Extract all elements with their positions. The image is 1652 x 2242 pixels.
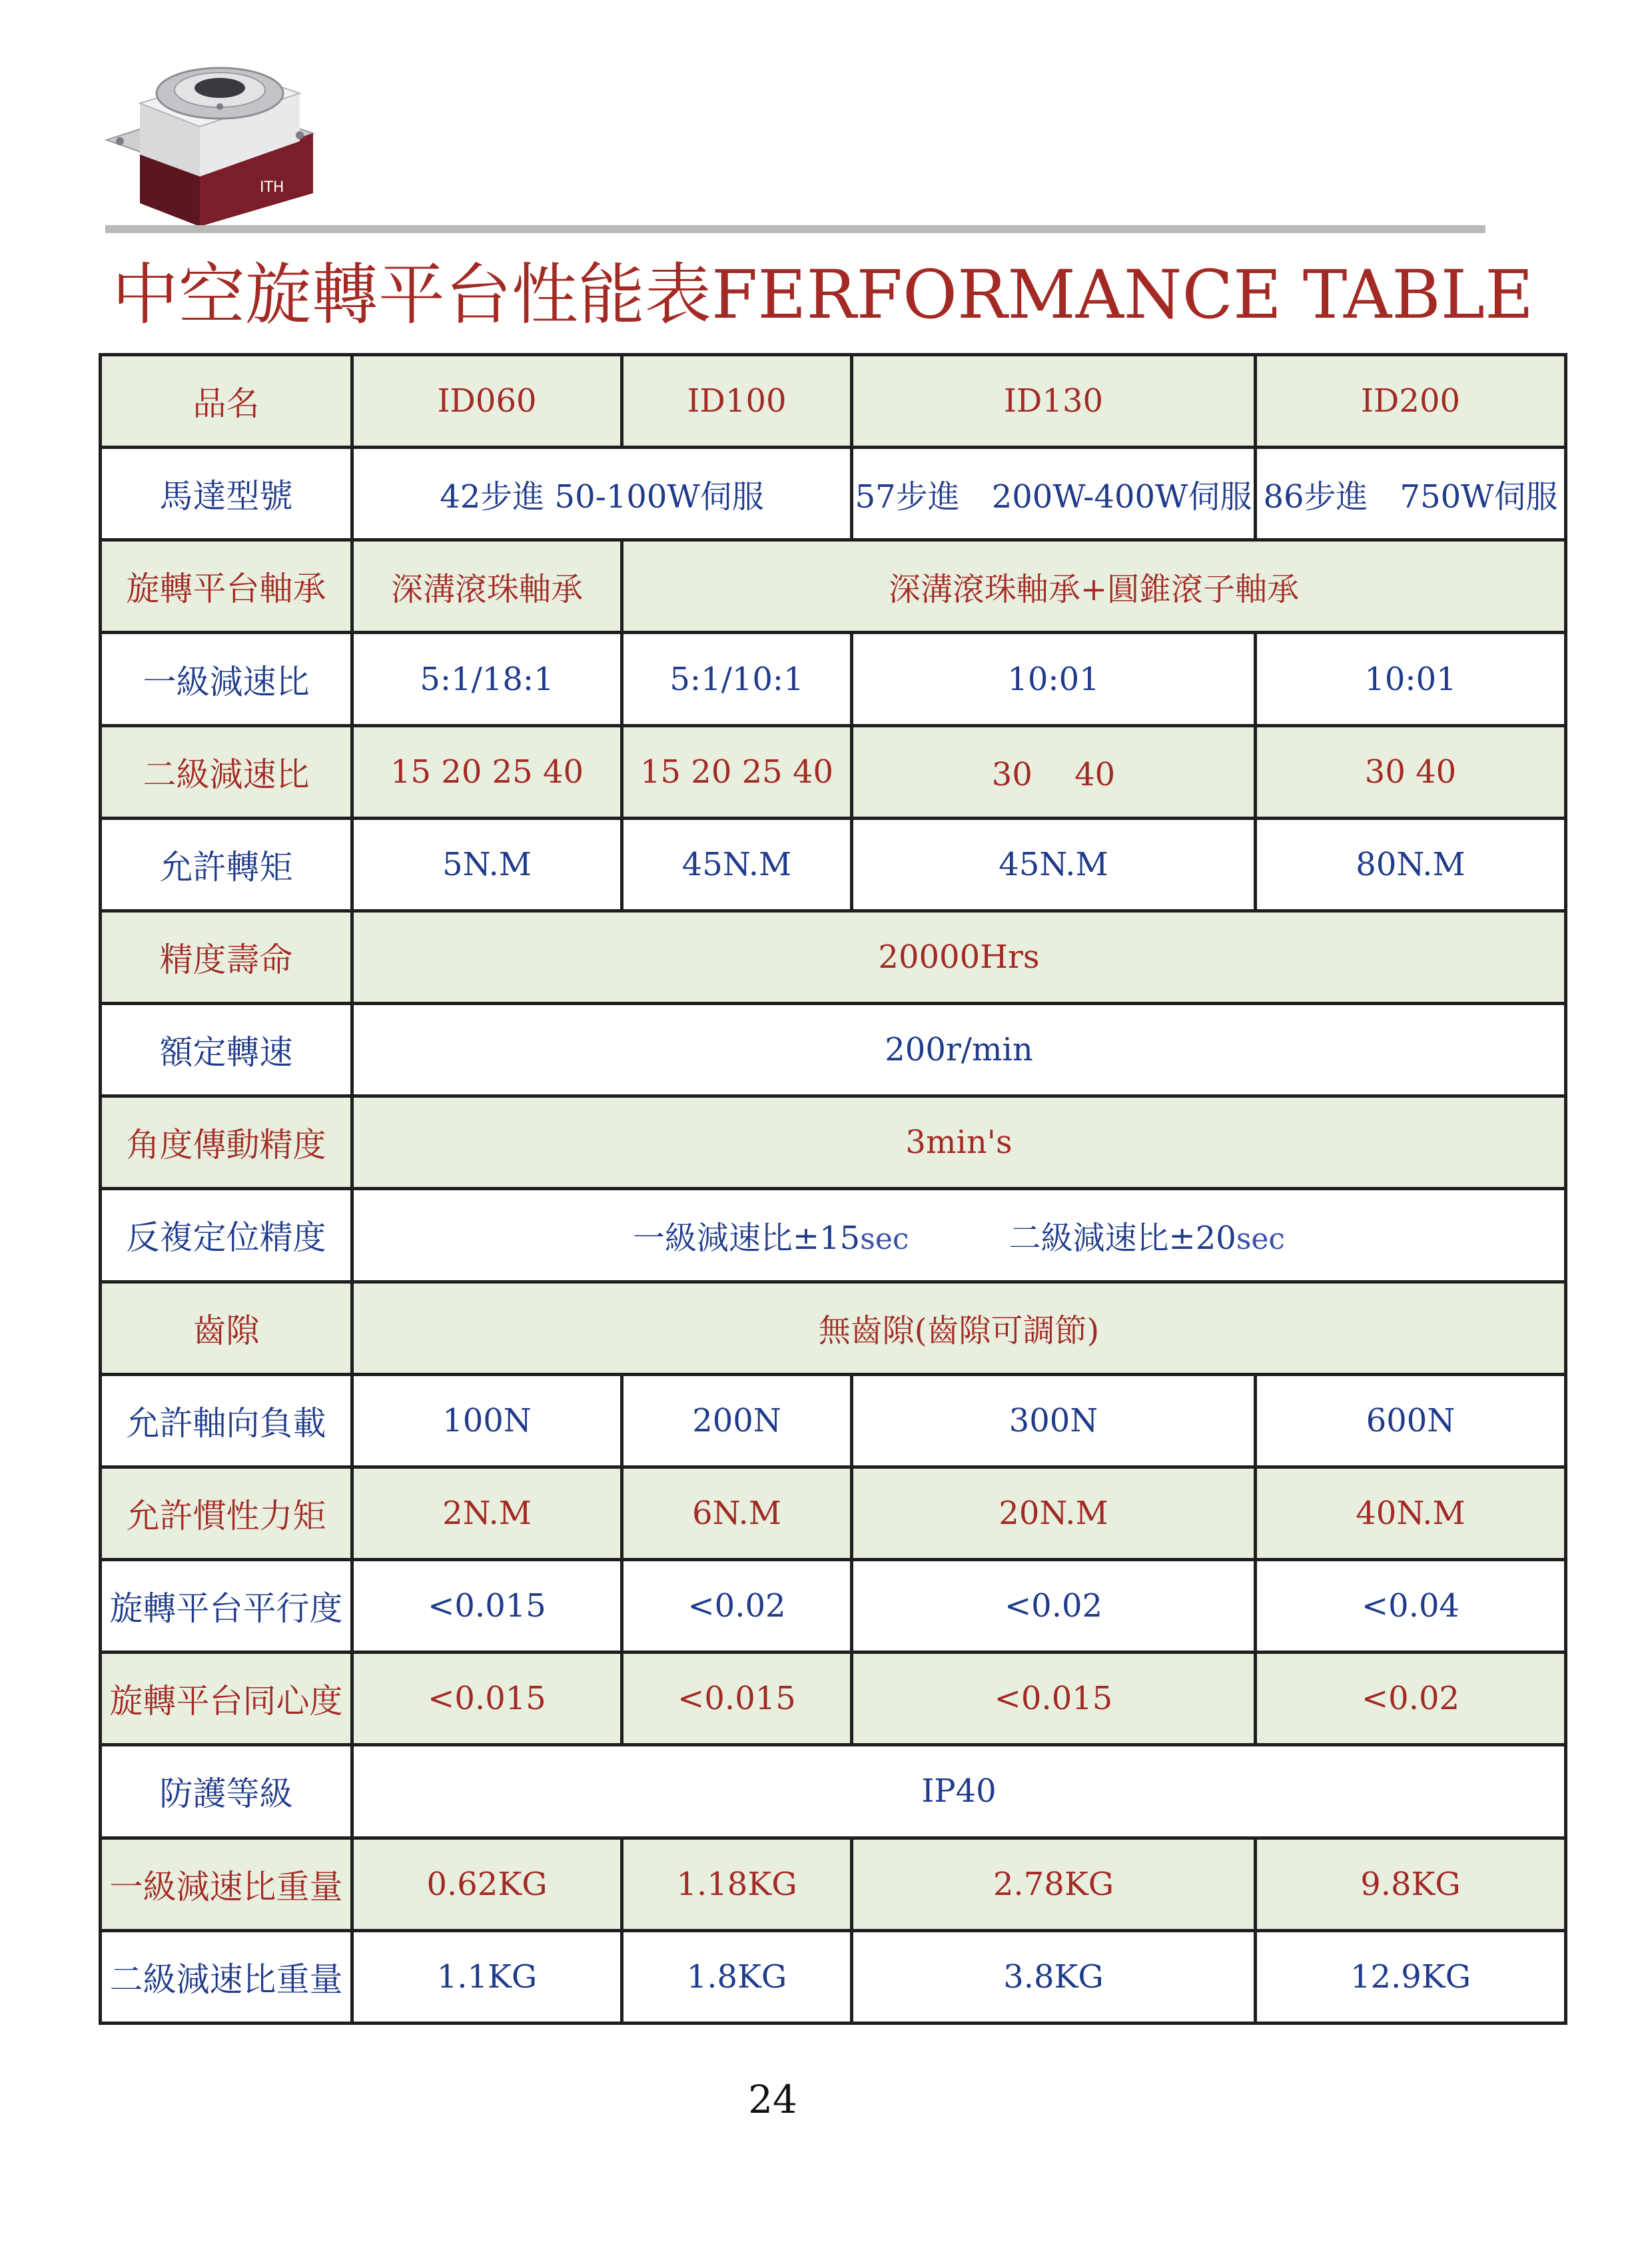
table-row [101, 1560, 1566, 1653]
table-cell: 100N [352, 1374, 622, 1467]
model-id200: ID200 [1256, 355, 1566, 448]
table-cell: 57步進 200W-400W伺服 [852, 448, 1256, 540]
table-cell: 5:1/10:1 [622, 633, 852, 725]
table-row [101, 1653, 1566, 1745]
table-row [101, 355, 1566, 448]
table-row [101, 1004, 1566, 1096]
table-cell: <0.02 [622, 1560, 852, 1653]
table-cell: 5:1/18:1 [352, 633, 622, 725]
table-row [101, 1467, 1566, 1559]
table-cell: 0.62KG [352, 1838, 622, 1930]
table-cell: 45N.M [622, 818, 852, 911]
table-cell: <0.04 [1256, 1560, 1566, 1653]
table-row [101, 1374, 1566, 1467]
table-cell: 600N [1256, 1374, 1566, 1467]
table-cell: 深溝滾珠軸承+圓錐滾子軸承 [622, 540, 1566, 633]
row-label: 二級減速比 [101, 725, 352, 818]
table-cell: 40N.M [1256, 1467, 1566, 1559]
repeat-precision-stage2: 二級減速比±20 [1009, 1219, 1236, 1257]
table-cell: 200r/min [352, 1004, 1566, 1096]
row-label: 齒隙 [101, 1282, 352, 1374]
table-cell: 20000Hrs [352, 911, 1566, 1003]
table-cell: 1.1KG [352, 1930, 622, 2023]
table-cell: 42步進 50-100W伺服 [352, 448, 852, 540]
row-label: 旋轉平台同心度 [101, 1653, 352, 1745]
hollow-rotary-platform-image [100, 40, 320, 226]
row-label: 一級減速比重量 [101, 1838, 352, 1930]
table-cell: 5N.M [352, 818, 622, 911]
table-cell: 20N.M [852, 1467, 1256, 1559]
page-number: 24 [748, 2077, 797, 2122]
table-cell: IP40 [352, 1745, 1566, 1838]
table-cell: 3.8KG [852, 1930, 1256, 2023]
table-cell: <0.015 [352, 1560, 622, 1653]
table-cell: <0.015 [352, 1653, 622, 1745]
table-cell: 200N [622, 1374, 852, 1467]
table-cell: 1.18KG [622, 1838, 852, 1930]
table-cell: <0.02 [852, 1560, 1256, 1653]
row-label: 額定轉速 [101, 1004, 352, 1096]
table-cell: 深溝滾珠軸承 [352, 540, 622, 633]
table-cell: <0.015 [852, 1653, 1256, 1745]
repeat-precision-stage1: 一級減速比±15 [632, 1219, 861, 1257]
row-label: 允許轉矩 [101, 818, 352, 911]
table-cell: 15 20 25 40 [622, 725, 852, 818]
table-row [101, 725, 1566, 818]
row-label: 反複定位精度 [101, 1189, 352, 1282]
table-row [101, 1930, 1566, 2023]
table-cell: 300N [852, 1374, 1256, 1467]
row-label: 防護等級 [101, 1745, 352, 1838]
table-row [101, 1096, 1566, 1189]
table-cell: 無齒隙(齒隙可調節) [352, 1282, 1566, 1374]
table-cell: 15 20 25 40 [352, 725, 622, 818]
table-cell: 86步進 750W伺服 [1256, 448, 1566, 540]
table-row [101, 540, 1566, 633]
performance-table [99, 353, 1567, 2025]
row-label: 品名 [101, 355, 352, 448]
table-cell: 10:01 [852, 633, 1256, 725]
page-title: 中空旋轉平台性能表FERFORMANCE TABLE [112, 256, 1534, 334]
table-cell: <0.02 [1256, 1653, 1566, 1745]
table-cell: 30 40 [852, 725, 1256, 818]
row-label: 允許慣性力矩 [101, 1467, 352, 1559]
table-row [101, 1745, 1566, 1838]
unit-sec: sec [860, 1222, 909, 1256]
product-logo: ITH [260, 179, 284, 196]
table-cell: 80N.M [1256, 818, 1566, 911]
table-cell: <0.015 [622, 1653, 852, 1745]
table-row [101, 1838, 1566, 1930]
table-row [101, 1282, 1566, 1374]
table-row [101, 818, 1566, 911]
table-cell: 30 40 [1256, 725, 1566, 818]
table-row [101, 448, 1566, 540]
table-cell: 9.8KG [1256, 1838, 1566, 1930]
row-label: 一級減速比 [101, 633, 352, 725]
row-label: 角度傳動精度 [101, 1096, 352, 1189]
table-cell: 6N.M [622, 1467, 852, 1559]
table-cell: 10:01 [1256, 633, 1566, 725]
table-cell: 2N.M [352, 1467, 622, 1559]
unit-sec: sec [1236, 1222, 1286, 1256]
model-id100: ID100 [622, 355, 852, 448]
table-row [101, 1189, 1566, 1282]
table-cell: 45N.M [852, 818, 1256, 911]
row-label: 精度壽命 [101, 911, 352, 1003]
table-cell [352, 1189, 1566, 1282]
table-row [101, 911, 1566, 1003]
table-cell: 12.9KG [1256, 1930, 1566, 2023]
row-label: 旋轉平台平行度 [101, 1560, 352, 1653]
table-cell: 1.8KG [622, 1930, 852, 2023]
model-id060: ID060 [352, 355, 622, 448]
table-row [101, 633, 1566, 725]
header-rule [105, 225, 1485, 233]
row-label: 旋轉平台軸承 [101, 540, 352, 633]
row-label: 二級減速比重量 [101, 1930, 352, 2023]
table-cell: 2.78KG [852, 1838, 1256, 1930]
model-id130: ID130 [852, 355, 1256, 448]
row-label: 馬達型號 [101, 448, 352, 540]
table-cell: 3min's [352, 1096, 1566, 1189]
row-label: 允許軸向負載 [101, 1374, 352, 1467]
